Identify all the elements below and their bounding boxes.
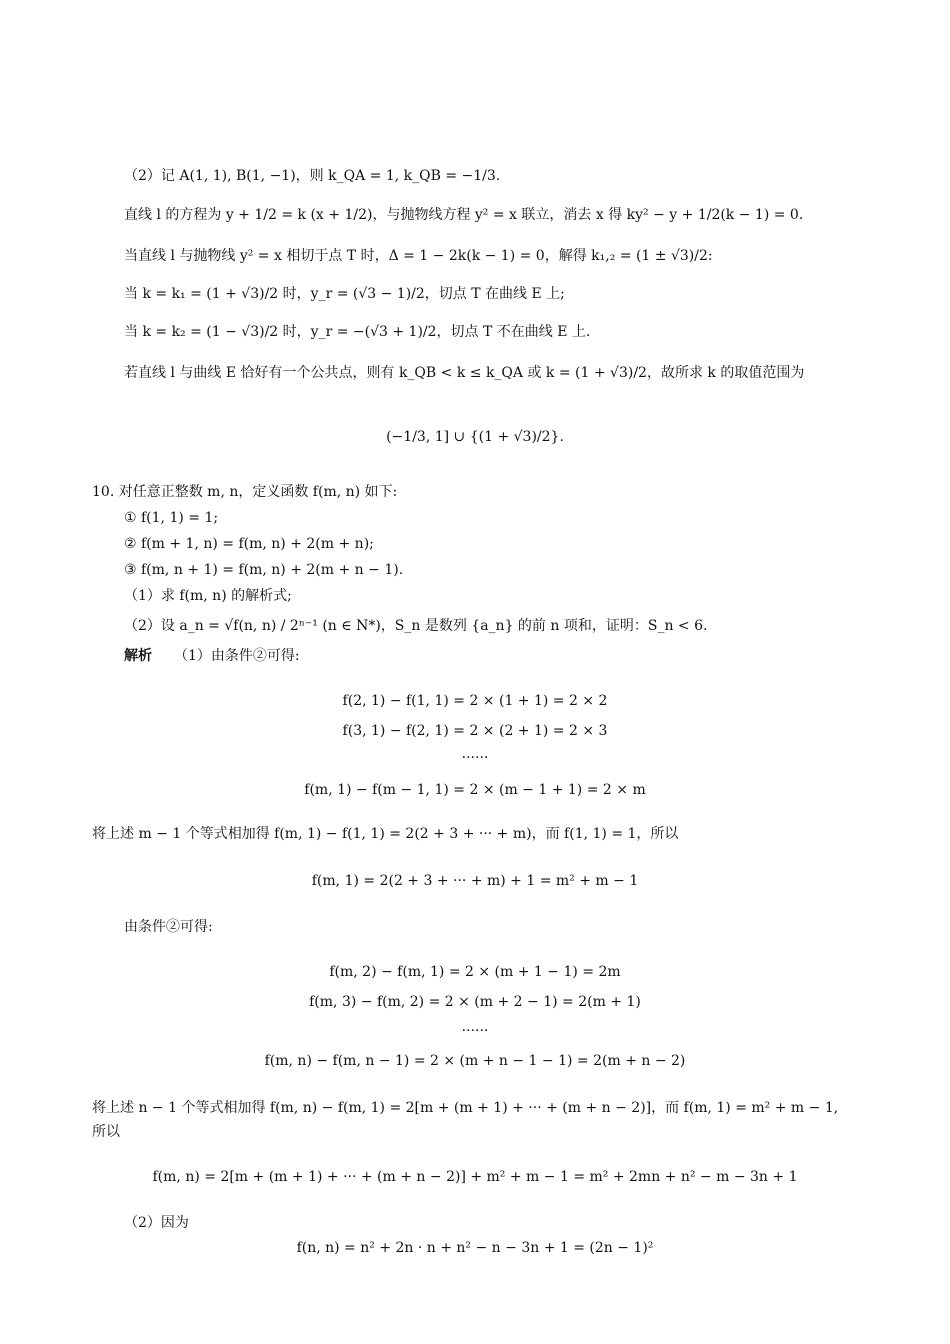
text-line: 当 k = k₁ = (1 + √3)/2 时，y_r = (√3 − 1)/2，切点 T 在曲线 E 上; (124, 286, 565, 302)
subquestion: （2）设 a_n = √f(n, n) / 2ⁿ⁻¹ (n ∈ N*)，S_n 是数列 {a_n} 的前 n 项和，证明：S_n < 6. (124, 618, 708, 634)
solution-heading (124, 646, 300, 666)
text-line: 将上述 n − 1 个等式相加得 f(m, n) − f(m, 1) = 2[m + (m + 1) + ··· + (m + n − 2)]，而 f(m, 1) = m² + m − 1, (92, 1100, 839, 1116)
text-line: 若直线 l 与曲线 E 恰好有一个公共点，则有 k_QB < k ≤ k_QA 或 k = (1 + √3)/2，故所求 k 的取值范围为 (124, 365, 805, 381)
math-display: (−1/3, 1] ∪ {(1 + √3)/2}. (386, 429, 564, 445)
text-line: 由条件②可得: (124, 919, 213, 935)
math-display: f(m, n) = 2[m + (m + 1) + ··· + (m + n − 2)] + m² + m − 1 = m² + 2mn + n² − m − 3n + 1 (152, 1169, 798, 1185)
math-dots: ······ (461, 1023, 489, 1039)
text-line: 直线 l 的方程为 y + 1/2 = k (x + 1/2)，与抛物线方程 y² = x 联立，消去 x 得 ky² − y + 1/2(k − 1) = 0. (124, 207, 804, 223)
condition-item: ① f(1, 1) = 1; (124, 510, 219, 526)
question-title: 10. 对任意正整数 m, n，定义函数 f(m, n) 如下: (92, 484, 398, 500)
math-display: f(3, 1) − f(2, 1) = 2 × (2 + 1) = 2 × 3 (342, 723, 608, 739)
math-display: f(m, 1) − f(m − 1, 1) = 2 × (m − 1 + 1) = 2 × m (304, 782, 646, 798)
text-line: 当 k = k₂ = (1 − √3)/2 时，y_r = −(√3 + 1)/2，切点 T 不在曲线 E 上. (124, 324, 591, 340)
math-display: f(m, 3) − f(m, 2) = 2 × (m + 2 − 1) = 2(m + 1) (309, 994, 641, 1010)
text-line: 将上述 m − 1 个等式相加得 f(m, 1) − f(1, 1) = 2(2 + 3 + ··· + m)，而 f(1, 1) = 1，所以 (92, 826, 679, 842)
solution-label: 解析 (124, 648, 152, 664)
solution-text: （1）由条件②可得: (174, 648, 300, 664)
math-display: f(2, 1) − f(1, 1) = 2 × (1 + 1) = 2 × 2 (342, 693, 608, 709)
subquestion: （1）求 f(m, n) 的解析式; (124, 588, 292, 604)
math-dots: ······ (461, 750, 489, 766)
math-display: f(m, n) − f(m, n − 1) = 2 × (m + n − 1 − 1) = 2(m + n − 2) (264, 1053, 686, 1069)
condition-item: ③ f(m, n + 1) = f(m, n) + 2(m + n − 1). (124, 562, 404, 578)
text-line: 所以 (92, 1124, 120, 1140)
math-display: f(m, 2) − f(m, 1) = 2 × (m + 1 − 1) = 2m (329, 964, 621, 980)
math-display: f(m, 1) = 2(2 + 3 + ··· + m) + 1 = m² + m − 1 (311, 873, 639, 889)
text-line: （2）记 A(1, 1), B(1, −1)，则 k_QA = 1, k_QB = −1/3. (124, 168, 501, 184)
text-line: （2）因为 (124, 1215, 189, 1231)
text-line: 当直线 l 与抛物线 y² = x 相切于点 T 时，Δ = 1 − 2k(k − 1) = 0，解得 k₁,₂ = (1 ± √3)/2: (124, 248, 713, 264)
math-display: f(n, n) = n² + 2n · n + n² − n − 3n + 1 = (2n − 1)² (296, 1240, 654, 1256)
condition-item: ② f(m + 1, n) = f(m, n) + 2(m + n); (124, 536, 374, 552)
